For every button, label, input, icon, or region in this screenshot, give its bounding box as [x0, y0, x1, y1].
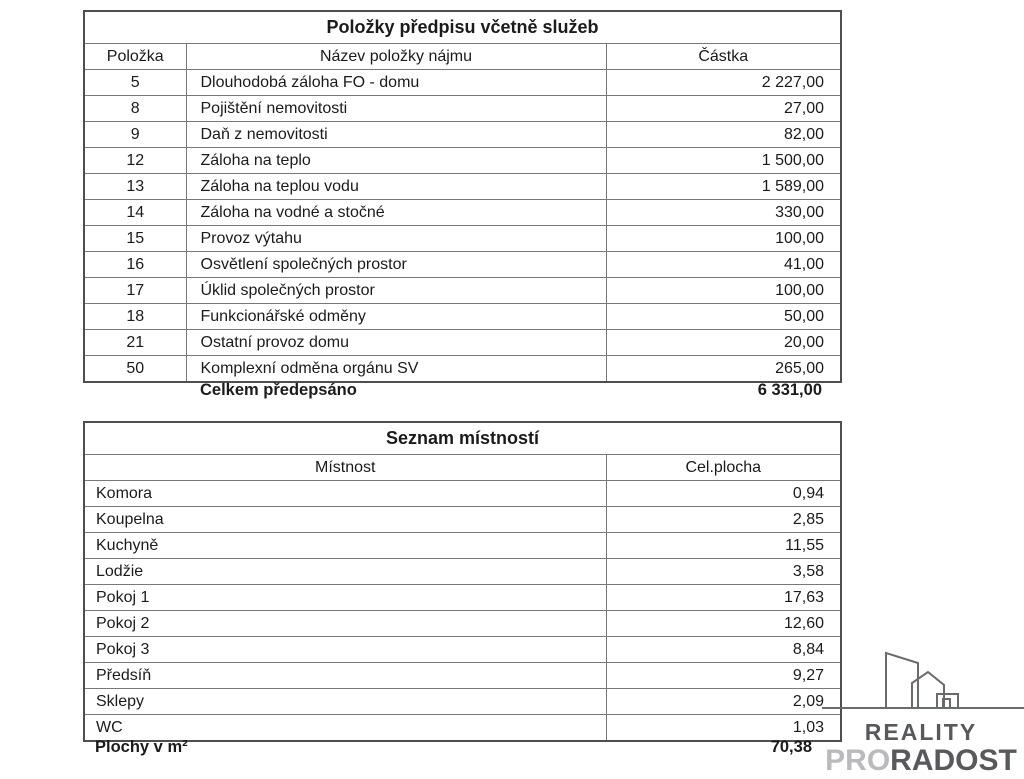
rooms-table-title-row [84, 422, 841, 455]
table-row [84, 148, 841, 174]
item-name-cell: Komplexní odměna orgánu SV [186, 356, 606, 383]
charges-table-title-row [84, 11, 841, 44]
table-row [84, 481, 841, 507]
amount-cell: 100,00 [606, 226, 841, 252]
table-row [84, 585, 841, 611]
column-header-item: Položka [84, 44, 186, 70]
table-row [84, 689, 841, 715]
logo-text-reality: REALITY [864, 719, 978, 745]
table-row [84, 533, 841, 559]
table-row [84, 330, 841, 356]
room-name-cell: Koupelna [84, 507, 606, 533]
room-name-cell: Kuchyně [84, 533, 606, 559]
table-row [84, 559, 841, 585]
area-cell: 0,94 [606, 481, 841, 507]
table-row [84, 637, 841, 663]
amount-cell: 27,00 [606, 96, 841, 122]
area-cell: 2,85 [606, 507, 841, 533]
table-row [84, 122, 841, 148]
rooms-total-amount: 70,38 [770, 737, 812, 756]
amount-cell: 265,00 [606, 356, 841, 383]
item-code-cell: 9 [84, 122, 186, 148]
logo-text-proradost [816, 744, 1024, 778]
amount-cell: 1 500,00 [606, 148, 841, 174]
room-name-cell: WC [84, 715, 606, 742]
charges-table-title: Položky předpisu včetně služeb [84, 11, 841, 44]
area-cell: 1,03 [606, 715, 841, 742]
area-cell: 9,27 [606, 663, 841, 689]
amount-cell: 2 227,00 [606, 70, 841, 96]
item-name-cell: Záloha na vodné a stočné [186, 200, 606, 226]
charges-total-amount: 6 331,00 [757, 380, 822, 399]
table-row [84, 611, 841, 637]
column-header-room: Místnost [84, 455, 606, 481]
item-name-cell: Osvětlení společných prostor [186, 252, 606, 278]
room-name-cell: Sklepy [84, 689, 606, 715]
item-code-cell: 12 [84, 148, 186, 174]
item-name-cell: Pojištění nemovitosti [186, 96, 606, 122]
reality-proradost-logo [818, 640, 1024, 779]
room-name-cell: Předsíň [84, 663, 606, 689]
rooms-table [83, 421, 842, 742]
table-row [84, 304, 841, 330]
item-code-cell: 15 [84, 226, 186, 252]
amount-cell: 20,00 [606, 330, 841, 356]
item-name-cell: Ostatní provoz domu [186, 330, 606, 356]
room-name-cell: Pokoj 3 [84, 637, 606, 663]
item-code-cell: 18 [84, 304, 186, 330]
area-cell: 3,58 [606, 559, 841, 585]
amount-cell: 1 589,00 [606, 174, 841, 200]
item-name-cell: Záloha na teplou vodu [186, 174, 606, 200]
amount-cell: 330,00 [606, 200, 841, 226]
area-cell: 8,84 [606, 637, 841, 663]
column-header-name: Název položky nájmu [186, 44, 606, 70]
item-name-cell: Dlouhodobá záloha FO - domu [186, 70, 606, 96]
area-cell: 17,63 [606, 585, 841, 611]
column-header-amount: Částka [606, 44, 841, 70]
amount-cell: 82,00 [606, 122, 841, 148]
logo-text-radost: RADOST [890, 744, 1017, 777]
room-name-cell: Komora [84, 481, 606, 507]
rooms-total-row [83, 734, 840, 760]
item-code-cell: 21 [84, 330, 186, 356]
room-name-cell: Lodžie [84, 559, 606, 585]
table-row [84, 663, 841, 689]
amount-cell: 50,00 [606, 304, 841, 330]
rooms-total-label: Plochy v m² [95, 737, 188, 756]
table-row [84, 96, 841, 122]
area-cell: 2,09 [606, 689, 841, 715]
charges-total-label: Celkem předepsáno [200, 380, 357, 399]
table-row [84, 252, 841, 278]
item-code-cell: 14 [84, 200, 186, 226]
item-name-cell: Daň z nemovitosti [186, 122, 606, 148]
item-code-cell: 8 [84, 96, 186, 122]
charges-total-row [83, 377, 840, 403]
item-code-cell: 16 [84, 252, 186, 278]
table-row [84, 200, 841, 226]
amount-cell: 41,00 [606, 252, 841, 278]
room-name-cell: Pokoj 2 [84, 611, 606, 637]
item-code-cell: 50 [84, 356, 186, 383]
area-cell: 12,60 [606, 611, 841, 637]
table-row [84, 278, 841, 304]
room-name-cell: Pokoj 1 [84, 585, 606, 611]
item-name-cell: Záloha na teplo [186, 148, 606, 174]
table-row [84, 174, 841, 200]
item-code-cell: 13 [84, 174, 186, 200]
item-code-cell: 17 [84, 278, 186, 304]
charges-table-header-row [84, 44, 841, 70]
item-name-cell: Funkcionářské odměny [186, 304, 606, 330]
buildings-skyline-icon [818, 640, 1024, 720]
table-row [84, 226, 841, 252]
table-row [84, 507, 841, 533]
amount-cell: 100,00 [606, 278, 841, 304]
column-header-area: Cel.plocha [606, 455, 841, 481]
table-row [84, 70, 841, 96]
charges-table [83, 10, 842, 383]
logo-text-pro: PRO [825, 744, 891, 777]
rooms-table-header-row [84, 455, 841, 481]
item-name-cell: Provoz výtahu [186, 226, 606, 252]
item-name-cell: Úklid společných prostor [186, 278, 606, 304]
item-code-cell: 5 [84, 70, 186, 96]
area-cell: 11,55 [606, 533, 841, 559]
rooms-table-title: Seznam místností [84, 422, 841, 455]
